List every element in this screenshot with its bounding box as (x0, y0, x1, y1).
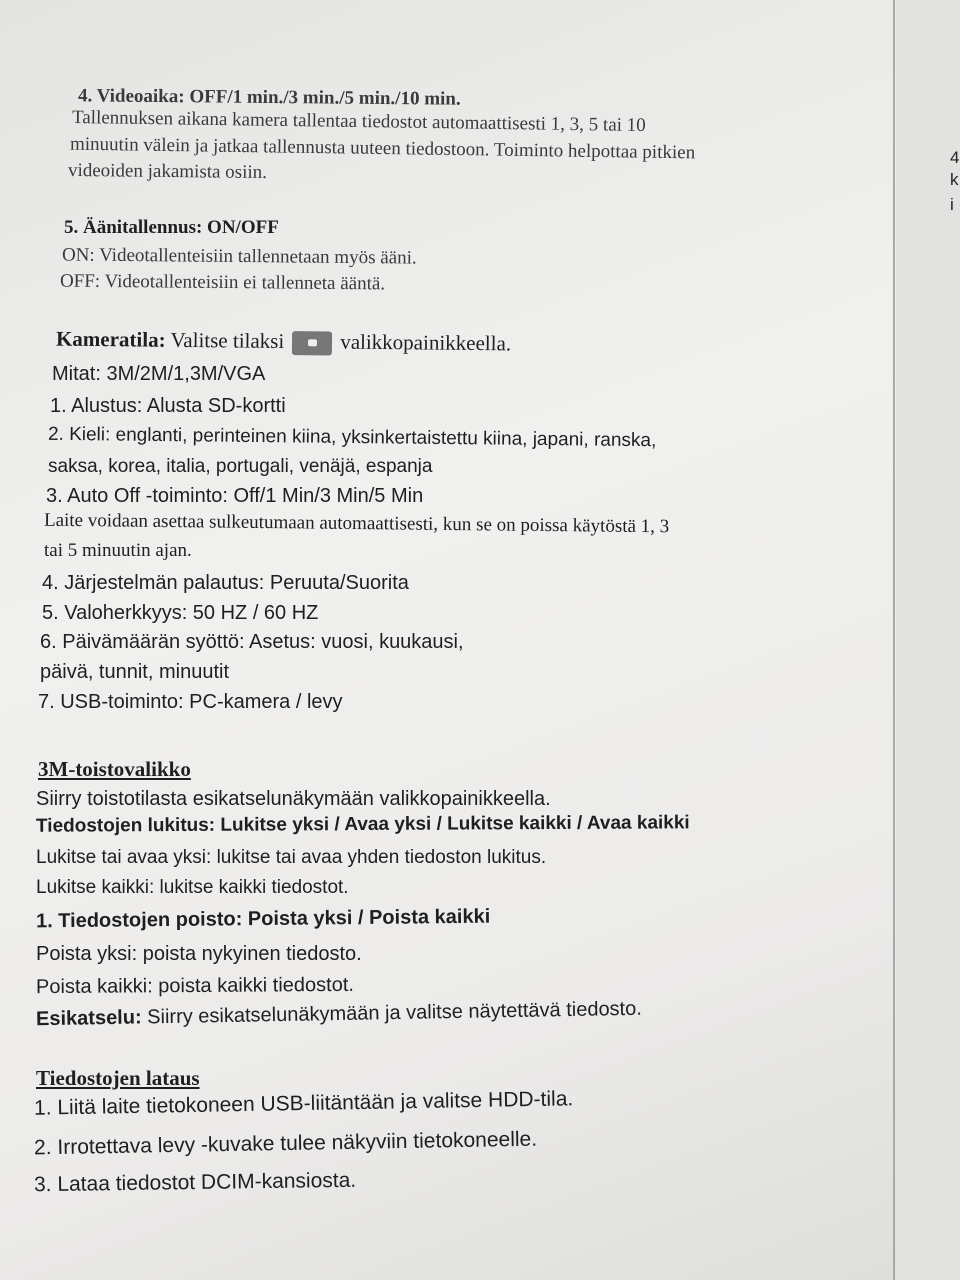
camera-line: päivä, tunnit, minuutit (40, 661, 229, 683)
camera-line: 2. Kieli: englanti, perinteinen kiina, yksinkertaistettu kiina, japani, ranska, (47, 423, 657, 452)
delete-line: Poista kaikki: poista kaikki tiedostot. (35, 973, 354, 999)
download-line: 3. Lataa tiedostot DCIM-kansiosta. (33, 1168, 357, 1197)
lock-heading: Tiedostojen lukitus: Lukitse yksi / Avaa yksi / Lukitse kaikki / Avaa kaikki (35, 812, 690, 837)
video-text-line: Tallennuksen aikana kamera tallentaa tiedostot automaattisesti 1, 3, 5 tai 10 (71, 106, 646, 137)
download-heading: Tiedostojen lataus (36, 1066, 200, 1090)
camera-mode-line (55, 326, 512, 358)
audio-heading: 5. Äänitallennus: ON/OFF (64, 217, 279, 238)
preview-label: Esikatselu: (35, 1006, 142, 1031)
next-page (896, 0, 960, 1280)
camera-line: Mitat: 3M/2M/1,3M/VGA (52, 363, 266, 385)
camera-line: 4. Järjestelmän palautus: Peruuta/Suorita (42, 572, 409, 594)
next-page-fragment: i (950, 195, 954, 214)
page-edge (893, 0, 895, 1280)
playback-intro: Siirry toistotilasta esikatselunäkymään valikkopainikkeella. (36, 788, 551, 810)
audio-line: ON: Videotallenteisiin tallennetaan myös ääni. (61, 244, 417, 269)
camera-line: 5. Valoherkkyys: 50 HZ / 60 HZ (42, 602, 319, 624)
delete-heading: 1. Tiedostojen poisto: Poista yksi / Poista kaikki (35, 905, 491, 933)
camera-line: tai 5 minuutin ajan. (44, 540, 192, 561)
camera-mode-label: Kameratila: (55, 326, 166, 352)
camera-mode-text-after: valikkopainikkeella. (340, 329, 512, 356)
camera-line: 7. USB-toiminto: PC-kamera / levy (38, 691, 343, 713)
video-text-line: videoiden jakamista osiin. (67, 159, 268, 184)
video-time-heading: 4. Videoaika: OFF/1 min./3 min./5 min./10 min. (77, 85, 461, 110)
playback-heading: 3M-toistovalikko (38, 757, 191, 781)
preview-text: Siirry esikatselunäkymään ja valitse näytettävä tiedosto. (147, 997, 643, 1029)
camera-icon (292, 331, 332, 355)
lock-line: Lukitse kaikki: lukitse kaikki tiedostot. (36, 877, 349, 898)
camera-line: 6. Päivämäärän syöttö: Asetus: vuosi, kuukausi, (40, 631, 464, 653)
audio-line: OFF: Videotallenteisiin ei tallenneta ääntä. (59, 270, 386, 295)
camera-line: Laite voidaan asettaa sulkeutumaan automaattisesti, kun se on poissa käytöstä 1, 3 (43, 509, 670, 538)
camera-mode-text: Valitse tilaksi (170, 327, 285, 354)
next-page-fragment: 4 (950, 148, 960, 167)
video-text-line: minuutin välein ja jatkaa tallennusta uuteen tiedostoon. Toiminto helpottaa pitkien (69, 133, 696, 164)
download-line: 2. Irrotettava levy -kuvake tulee näkyviin tietokoneelle. (33, 1127, 538, 1160)
camera-line: 3. Auto Off -toiminto: Off/1 Min/3 Min/5 Min (46, 485, 424, 507)
delete-line: Poista yksi: poista nykyinen tiedosto. (36, 943, 362, 965)
download-line: 1. Liitä laite tietokoneen USB-liitäntään ja valitse HDD-tila. (33, 1087, 574, 1120)
preview-line (36, 999, 642, 1030)
lock-line: Lukitse tai avaa yksi: lukitse tai avaa yhden tiedoston lukitus. (36, 847, 547, 868)
next-page-fragment: k (950, 170, 959, 189)
camera-line: 1. Alustus: Alusta SD-kortti (50, 395, 286, 417)
camera-line: saksa, korea, italia, portugali, venäjä, espanja (48, 456, 433, 477)
